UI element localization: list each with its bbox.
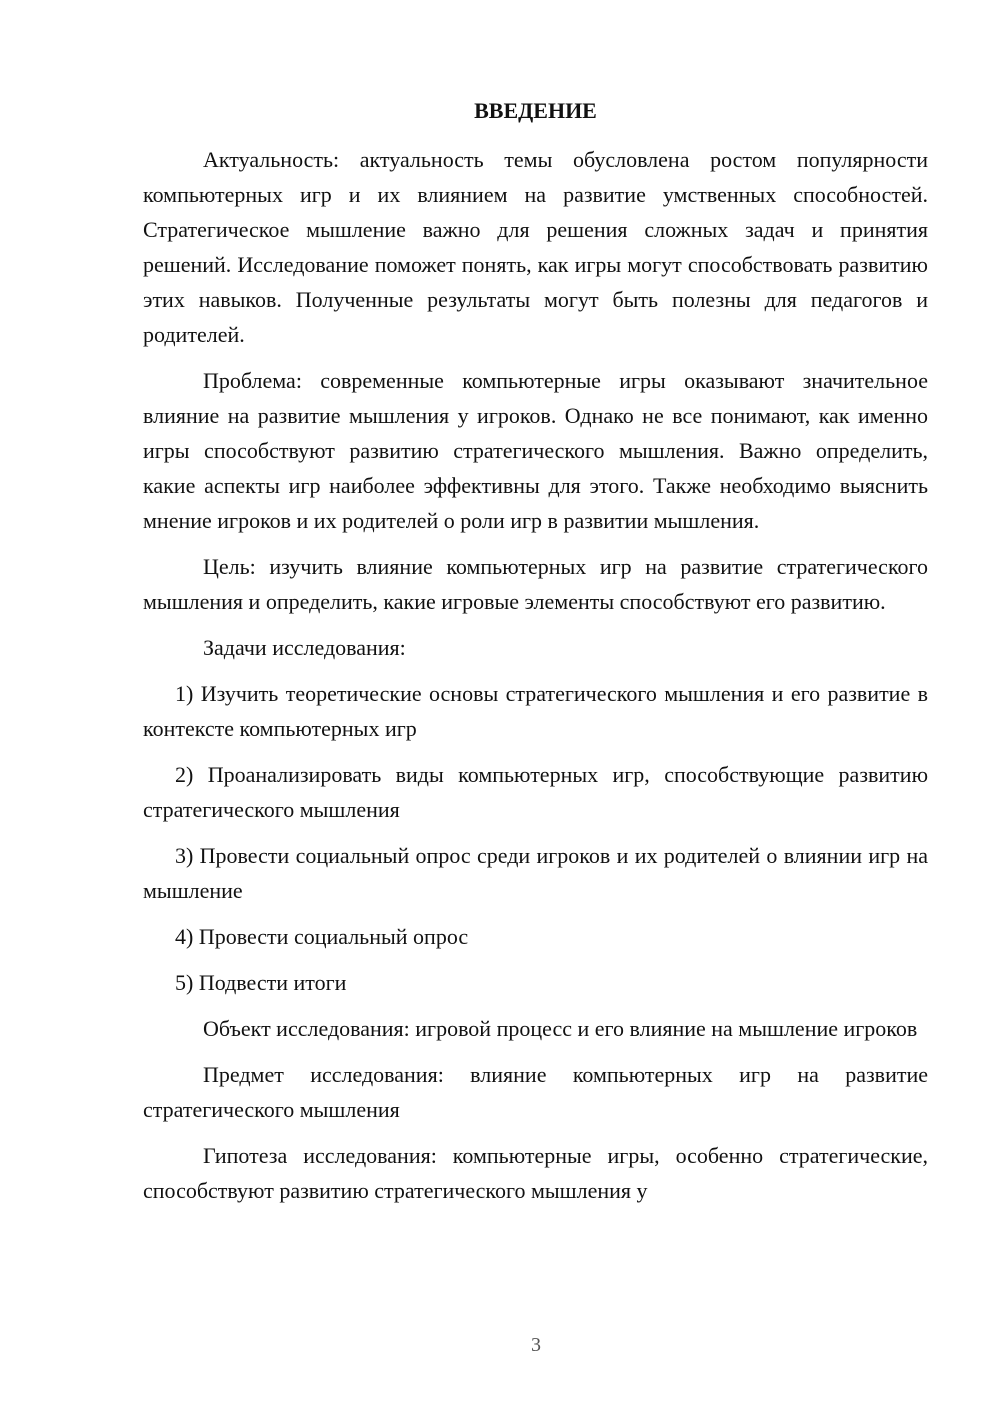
task-item-4: 4) Провести социальный опрос bbox=[175, 924, 469, 949]
task-item-3: 3) Провести социальный опрос среди игроков и их родителей о влиянии игр на мышление bbox=[143, 843, 928, 903]
paragraph-goal: Цель: изучить влияние компьютерных игр на развитие стратегического мышления и определить, какие игровые элементы способствуют его развитию. bbox=[143, 554, 928, 614]
task-item-5: 5) Подвести итоги bbox=[175, 970, 347, 995]
paragraph-problem: Проблема: современные компьютерные игры оказывают значительное влияние на развитие мышления у игроков. Однако не все понимают, как именно игры способствуют развитию стратегического мышления. Важно определить, какие аспекты игр наиболее эффективны для этого. Также необходимо выяснить мнение игроков и их родителей о роли игр в развитии мышления. bbox=[143, 368, 928, 533]
page-title: ВВЕДЕНИЕ bbox=[474, 98, 597, 123]
paragraph-hypothesis: Гипотеза исследования: компьютерные игры, особенно стратегические, способствуют развитию стратегического мышления у bbox=[143, 1143, 928, 1203]
task-item-2: 2) Проанализировать виды компьютерных игр, способствующие развитию стратегического мышления bbox=[143, 762, 928, 822]
paragraph-object: Объект исследования: игровой процесс и его влияние на мышление игроков bbox=[203, 1016, 918, 1041]
document-body bbox=[143, 96, 928, 1219]
paragraph-relevance: Актуальность: актуальность темы обусловлена ростом популярности компьютерных игр и их влиянием на развитие умственных способностей. Стратегическое мышление важно для решения сложных задач и принятия решений. Исследование поможет понять, как игры могут способствовать развитию этих навыков. Полученные результаты могут быть полезны для педагогов и родителей. bbox=[143, 147, 928, 347]
page-number: 3 bbox=[531, 1334, 541, 1356]
tasks-heading: Задачи исследования: bbox=[203, 635, 406, 660]
task-item-1: 1) Изучить теоретические основы стратегического мышления и его развитие в контексте компьютерных игр bbox=[143, 681, 928, 741]
paragraph-subject: Предмет исследования: влияние компьютерных игр на развитие стратегического мышления bbox=[143, 1062, 928, 1122]
